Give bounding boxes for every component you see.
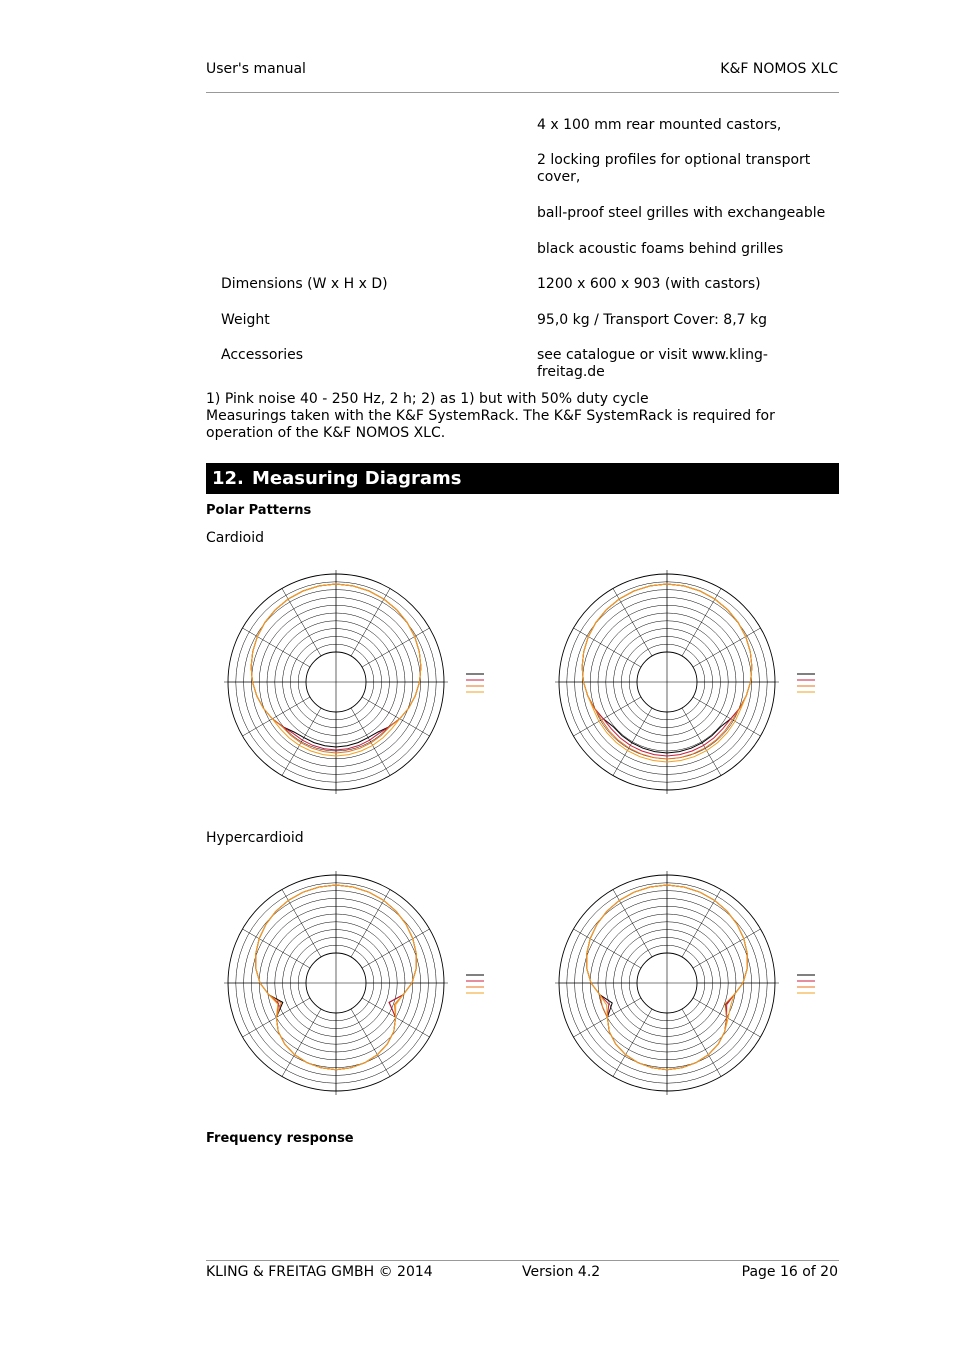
frequency-response-heading: Frequency response [206, 1131, 354, 1146]
polar-plot-cardioid-2 [557, 571, 827, 793]
spec-value-dimensions: 1200 x 600 x 903 (with castors) [537, 276, 761, 292]
header-product: K&F NOMOS XLC [720, 61, 838, 77]
footer-version: Version 4.2 [522, 1264, 601, 1280]
polar-patterns-heading: Polar Patterns [206, 503, 312, 518]
section-heading [206, 463, 839, 494]
polar-plot-hypercardioid-1 [226, 872, 496, 1094]
polar-plot-cardioid-1 [226, 571, 496, 793]
spec-value-castors: 4 x 100 mm rear mounted castors, [537, 117, 782, 133]
footer-rule [206, 1260, 839, 1261]
spec-value-locking: 2 locking profiles for optional transport cover, [537, 152, 811, 185]
header-title: User's manual [206, 61, 306, 77]
footnote-pink-noise: 1) Pink noise 40 - 250 Hz, 2 h; 2) as 1) but with 50% duty cycle [206, 391, 649, 407]
spec-value-accessories: see catalogue or visit www.kling-freitag.de [537, 347, 768, 380]
section-number: 12. [212, 468, 244, 489]
spec-value-foams: black acoustic foams behind grilles [537, 241, 784, 257]
header-rule [206, 92, 839, 93]
spec-label-dimensions: Dimensions (W x H x D) [221, 276, 388, 292]
spec-label-accessories: Accessories [221, 347, 304, 363]
polar-plot-hypercardioid-2 [557, 872, 827, 1094]
footer-page-number: Page 16 of 20 [741, 1264, 838, 1280]
section-title: Measuring Diagrams [252, 468, 462, 489]
footnote-systemrack: Measurings taken with the K&F SystemRack. The K&F SystemRack is required for operation of the K&F NOMOS XLC. [206, 408, 775, 441]
spec-value-grilles: ball-proof steel grilles with exchangeable [537, 205, 826, 221]
spec-value-weight: 95,0 kg / Transport Cover: 8,7 kg [537, 312, 768, 328]
hypercardioid-label: Hypercardioid [206, 830, 304, 846]
cardioid-label: Cardioid [206, 530, 264, 546]
spec-label-weight: Weight [221, 312, 270, 328]
footer-copyright: KLING & FREITAG GMBH © 2014 [206, 1264, 433, 1280]
